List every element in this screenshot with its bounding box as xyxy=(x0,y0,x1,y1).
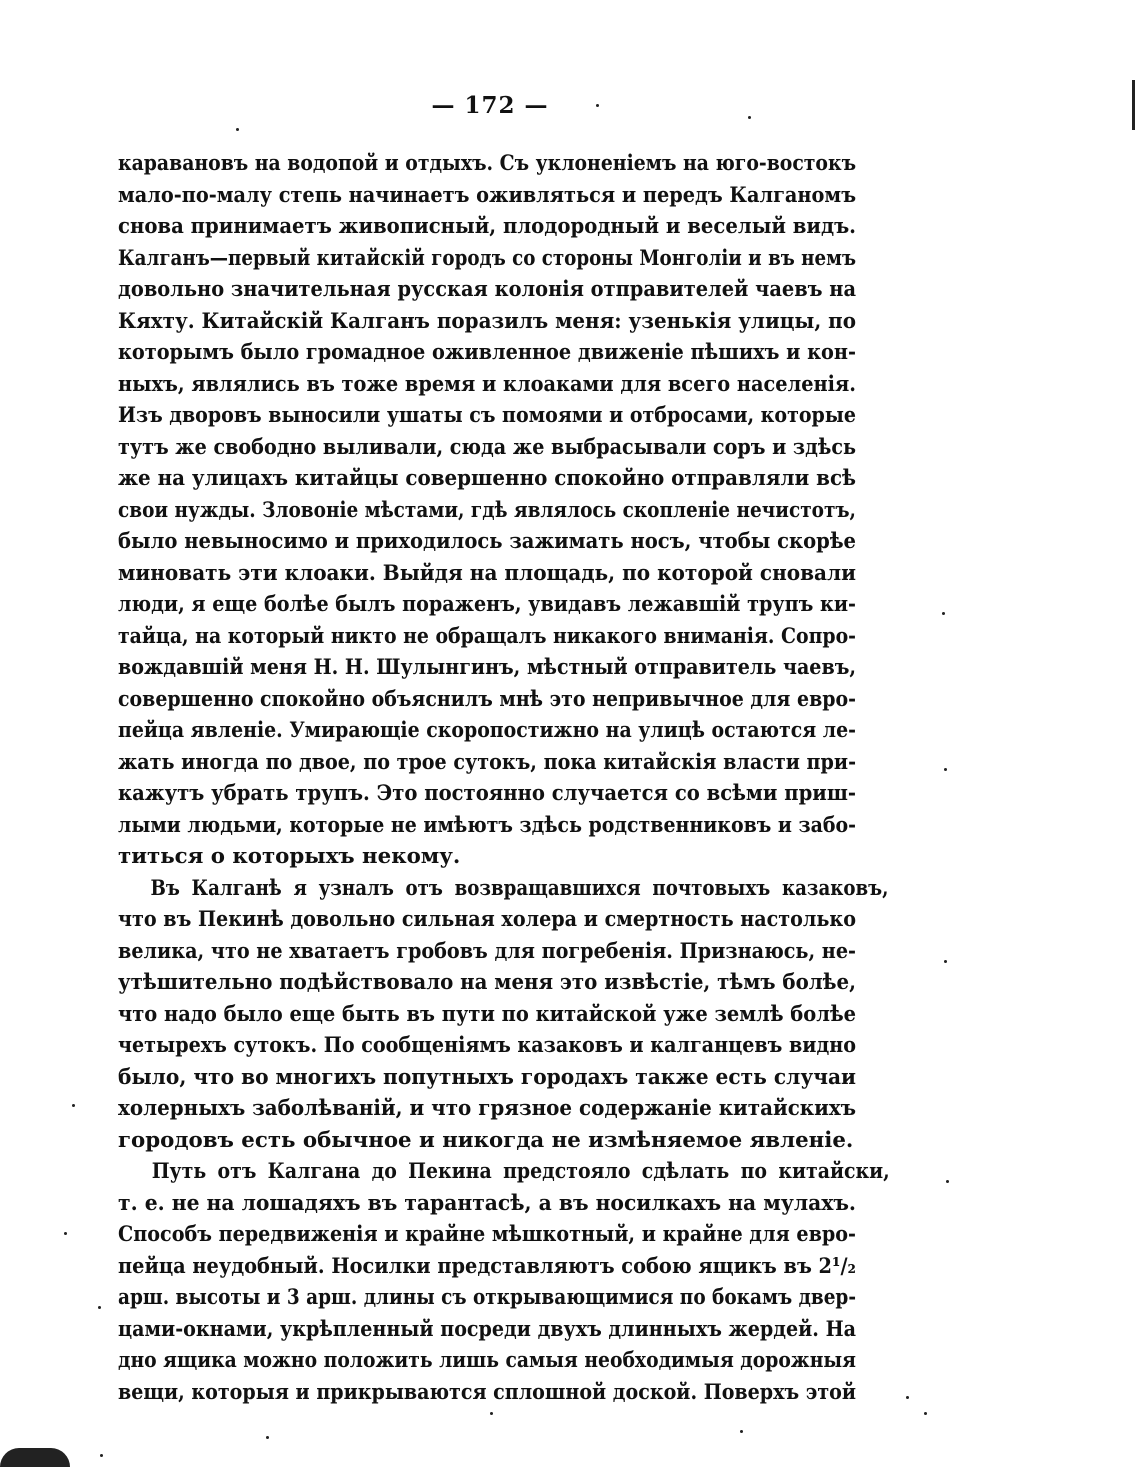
text-line: миновать эти клоаки. Выйдя на площадь, по которой сновали xyxy=(118,560,856,586)
text-line: городовъ есть обычное и никогда не измѣняемое явленіе. xyxy=(118,1127,854,1153)
scan-speck xyxy=(72,1104,75,1107)
text-line: Въ Калганѣ я узналъ отъ возвращавшихся почтовыхъ казаковъ, xyxy=(150,875,889,901)
text-line: Кяхту. Китайскій Калганъ поразилъ меня: узенькія улицы, по xyxy=(118,308,856,334)
text-line: четырехъ сутокъ. По сообщеніямъ казаковъ и калганцевъ видно xyxy=(118,1033,856,1058)
paragraph-2 xyxy=(118,873,889,1157)
text-line: цами-окнами, укрѣпленный посреди двухъ длинныхъ жердей. На xyxy=(118,1316,856,1342)
scan-speck xyxy=(906,1396,909,1399)
text-line: Способъ передвиженія и крайне мѣшкотный, и крайне для евро- xyxy=(118,1222,856,1247)
text-line: каравановъ на водопой и отдыхъ. Съ уклоненіемъ на юго-востокъ xyxy=(118,151,856,176)
text-line: свои нужды. Зловоніе мѣстами, гдѣ являлось скопленіе нечистотъ, xyxy=(118,497,856,523)
scan-speck xyxy=(942,612,945,615)
body-text xyxy=(118,148,890,1408)
scan-edge-mark xyxy=(0,1448,70,1467)
text-line: титься о которыхъ некому. xyxy=(118,844,461,869)
text-line: пейца неудобный. Носилки представляютъ собою ящикъ въ 2¹/₂ xyxy=(118,1253,856,1279)
text-line: т. е. не на лошадяхъ въ тарантасѣ, а въ носилкахъ на мулахъ. xyxy=(118,1190,856,1216)
text-line: арш. высоты и 3 арш. длины съ открывающимися по бокамъ двер- xyxy=(118,1285,856,1310)
scan-speck xyxy=(944,768,947,771)
text-line: утѣшительно подѣйствовало на меня это извѣстіе, тѣмъ болѣе, xyxy=(118,970,856,995)
scan-speck xyxy=(924,1412,927,1415)
text-line: люди, я еще болѣе былъ пораженъ, увидавъ лежавшій трупъ ки- xyxy=(118,592,856,617)
paragraph-3 xyxy=(118,1156,890,1408)
text-line: вещи, которыя и прикрываются сплошной доской. Поверхъ этой xyxy=(118,1379,856,1405)
text-line: тутъ же свободно выливали, сюда же выбрасывали соръ и здѣсь xyxy=(118,434,856,460)
scan-speck xyxy=(748,116,751,119)
text-line: жать иногда по двое, по трое сутокъ, пока китайскія власти при- xyxy=(118,749,856,775)
scan-speck xyxy=(100,1454,103,1457)
text-line: вождавшій меня Н. Н. Шулынгинъ, мѣстный отправитель чаевъ, xyxy=(118,655,856,680)
text-line: Изъ дворовъ выносили ушаты съ помоями и отбросами, которые xyxy=(118,403,856,428)
scan-speck xyxy=(98,1306,101,1309)
text-line: что надо было еще быть въ пути по китайской уже землѣ болѣе xyxy=(118,1001,856,1027)
text-line: было невыносимо и приходилось зажимать носъ, чтобы скорѣе xyxy=(118,529,856,554)
paragraph-1 xyxy=(118,148,856,873)
text-line: велика, что не хватаетъ гробовъ для погребенія. Признаюсь, не- xyxy=(118,938,856,964)
scan-edge-mark xyxy=(1132,80,1135,130)
text-line: Калганъ—первый китайскій городъ со стороны Монголіи и въ немъ xyxy=(118,245,856,271)
scan-speck xyxy=(266,1436,269,1439)
text-line: довольно значительная русская колонія отправителей чаевъ на xyxy=(118,277,856,302)
scan-speck xyxy=(490,1412,493,1415)
text-line: было, что во многихъ попутныхъ городахъ также есть случаи xyxy=(118,1064,856,1090)
scan-speck xyxy=(64,1232,67,1235)
text-line: Путь отъ Калгана до Пекина предстояло сдѣлать по китайски, xyxy=(151,1159,890,1184)
page-number: — 172 — xyxy=(431,92,549,119)
text-line: что въ Пекинѣ довольно сильная холера и смертность настолько xyxy=(118,907,856,932)
scan-speck xyxy=(946,1180,949,1183)
text-line: холерныхъ заболѣваній, и что грязное содержаніе китайскихъ xyxy=(118,1096,856,1121)
text-line: лыми людьми, которые не имѣютъ здѣсь родственниковъ и забо- xyxy=(118,812,856,838)
text-line: мало-по-малу степь начинаетъ оживляться и передъ Калганомъ xyxy=(118,182,856,208)
text-line: кажутъ убрать трупъ. Это постоянно случается со всѣми приш- xyxy=(118,781,856,806)
text-line: пейца явленіе. Умирающіе скоропостижно на улицѣ остаются ле- xyxy=(118,718,856,743)
text-line: которымъ было громадное оживленное движеніе пѣшихъ и кон- xyxy=(118,340,856,365)
scan-speck xyxy=(596,104,599,107)
text-line: дно ящика можно положить лишь самыя необходимыя дорожныя xyxy=(118,1348,856,1373)
text-line: ныхъ, являлись въ тоже время и клоаками для всего населенія. xyxy=(118,371,856,397)
text-line: же на улицахъ китайцы совершенно спокойно отправляли всѣ xyxy=(118,466,856,491)
scan-speck xyxy=(740,1430,743,1433)
text-line: совершенно спокойно объяснилъ мнѣ это непривычное для евро- xyxy=(118,686,856,712)
text-line: тайца, на который никто не обращалъ никакого вниманія. Сопро- xyxy=(118,623,856,649)
scan-speck xyxy=(944,960,947,963)
text-line: снова принимаетъ живописный, плодородный и веселый видъ. xyxy=(118,214,856,239)
scan-speck xyxy=(236,128,239,131)
